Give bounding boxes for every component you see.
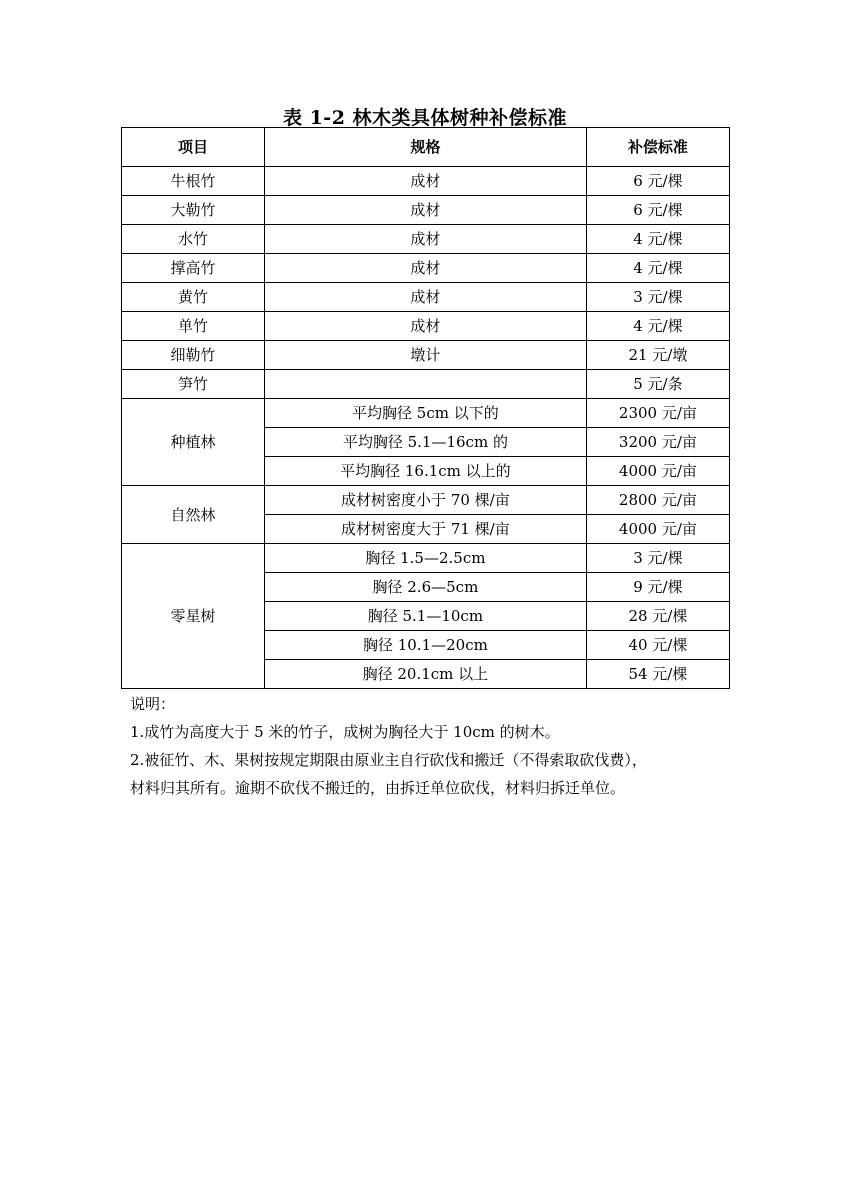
spec-cell: 胸径 20.1cm 以上 [264,660,586,689]
notes-section [130,690,750,802]
group-item-cell: 种植林 [122,399,265,486]
spec-cell: 成材 [264,196,586,225]
standard-cell: 40 元/棵 [586,631,729,660]
item-cell: 黄竹 [122,283,265,312]
standard-cell: 4000 元/亩 [586,515,729,544]
standard-cell: 4 元/棵 [586,225,729,254]
table-row [122,167,730,196]
item-cell: 单竹 [122,312,265,341]
table-row [122,486,730,515]
item-cell: 牛根竹 [122,167,265,196]
item-cell: 水竹 [122,225,265,254]
standard-cell: 21 元/墩 [586,341,729,370]
standard-cell: 3 元/棵 [586,283,729,312]
standard-cell: 6 元/棵 [586,167,729,196]
spec-cell: 成材 [264,254,586,283]
standard-cell: 4 元/棵 [586,254,729,283]
group-item-cell: 零星树 [122,544,265,689]
spec-cell: 成材树密度小于 70 棵/亩 [264,486,586,515]
header-item: 项目 [122,128,265,167]
note-line: 2.被征竹、木、果树按规定期限由原业主自行砍伐和搬迁（不得索取砍伐费）， [130,751,647,769]
spec-cell: 成材 [264,312,586,341]
table-row [122,312,730,341]
spec-cell: 平均胸径 5cm 以下的 [264,399,586,428]
table-row [122,544,730,573]
spec-cell: 胸径 5.1—10cm [264,602,586,631]
spec-cell: 平均胸径 16.1cm 以上的 [264,457,586,486]
spec-cell [264,370,586,399]
table-row [122,370,730,399]
table-row [122,341,730,370]
table-row [122,225,730,254]
table-row [122,283,730,312]
table-row [122,254,730,283]
standard-cell: 2800 元/亩 [586,486,729,515]
spec-cell: 胸径 2.6—5cm [264,573,586,602]
table-row [122,196,730,225]
table-title: 表 1-2 林木类具体树种补偿标准 [282,107,568,129]
notes-heading: 说明： [130,695,176,713]
spec-cell: 成材 [264,167,586,196]
spec-cell: 成材 [264,283,586,312]
standard-cell: 4000 元/亩 [586,457,729,486]
header-standard: 补偿标准 [586,128,729,167]
item-cell: 笋竹 [122,370,265,399]
standard-cell: 9 元/棵 [586,573,729,602]
item-cell: 细勒竹 [122,341,265,370]
spec-cell: 胸径 10.1—20cm [264,631,586,660]
standard-cell: 6 元/棵 [586,196,729,225]
note-line: 材料归其所有。逾期不砍伐不搬迁的，由拆迁单位砍伐，材料归拆迁单位。 [130,779,626,797]
compensation-table [121,127,730,689]
standard-cell: 3 元/棵 [586,544,729,573]
spec-cell: 成材树密度大于 71 棵/亩 [264,515,586,544]
group-item-cell: 自然林 [122,486,265,544]
standard-cell: 2300 元/亩 [586,399,729,428]
spec-cell: 成材 [264,225,586,254]
spec-cell: 墩计 [264,341,586,370]
item-cell: 撑高竹 [122,254,265,283]
spec-cell: 平均胸径 5.1—16cm 的 [264,428,586,457]
standard-cell: 5 元/条 [586,370,729,399]
standard-cell: 3200 元/亩 [586,428,729,457]
header-spec: 规格 [264,128,586,167]
standard-cell: 54 元/棵 [586,660,729,689]
table-row [122,399,730,428]
item-cell: 大勒竹 [122,196,265,225]
standard-cell: 28 元/棵 [586,602,729,631]
table-header-row [122,128,730,167]
spec-cell: 胸径 1.5—2.5cm [264,544,586,573]
standard-cell: 4 元/棵 [586,312,729,341]
note-line: 1.成竹为高度大于 5 米的竹子，成树为胸径大于 10cm 的树木。 [130,723,560,741]
